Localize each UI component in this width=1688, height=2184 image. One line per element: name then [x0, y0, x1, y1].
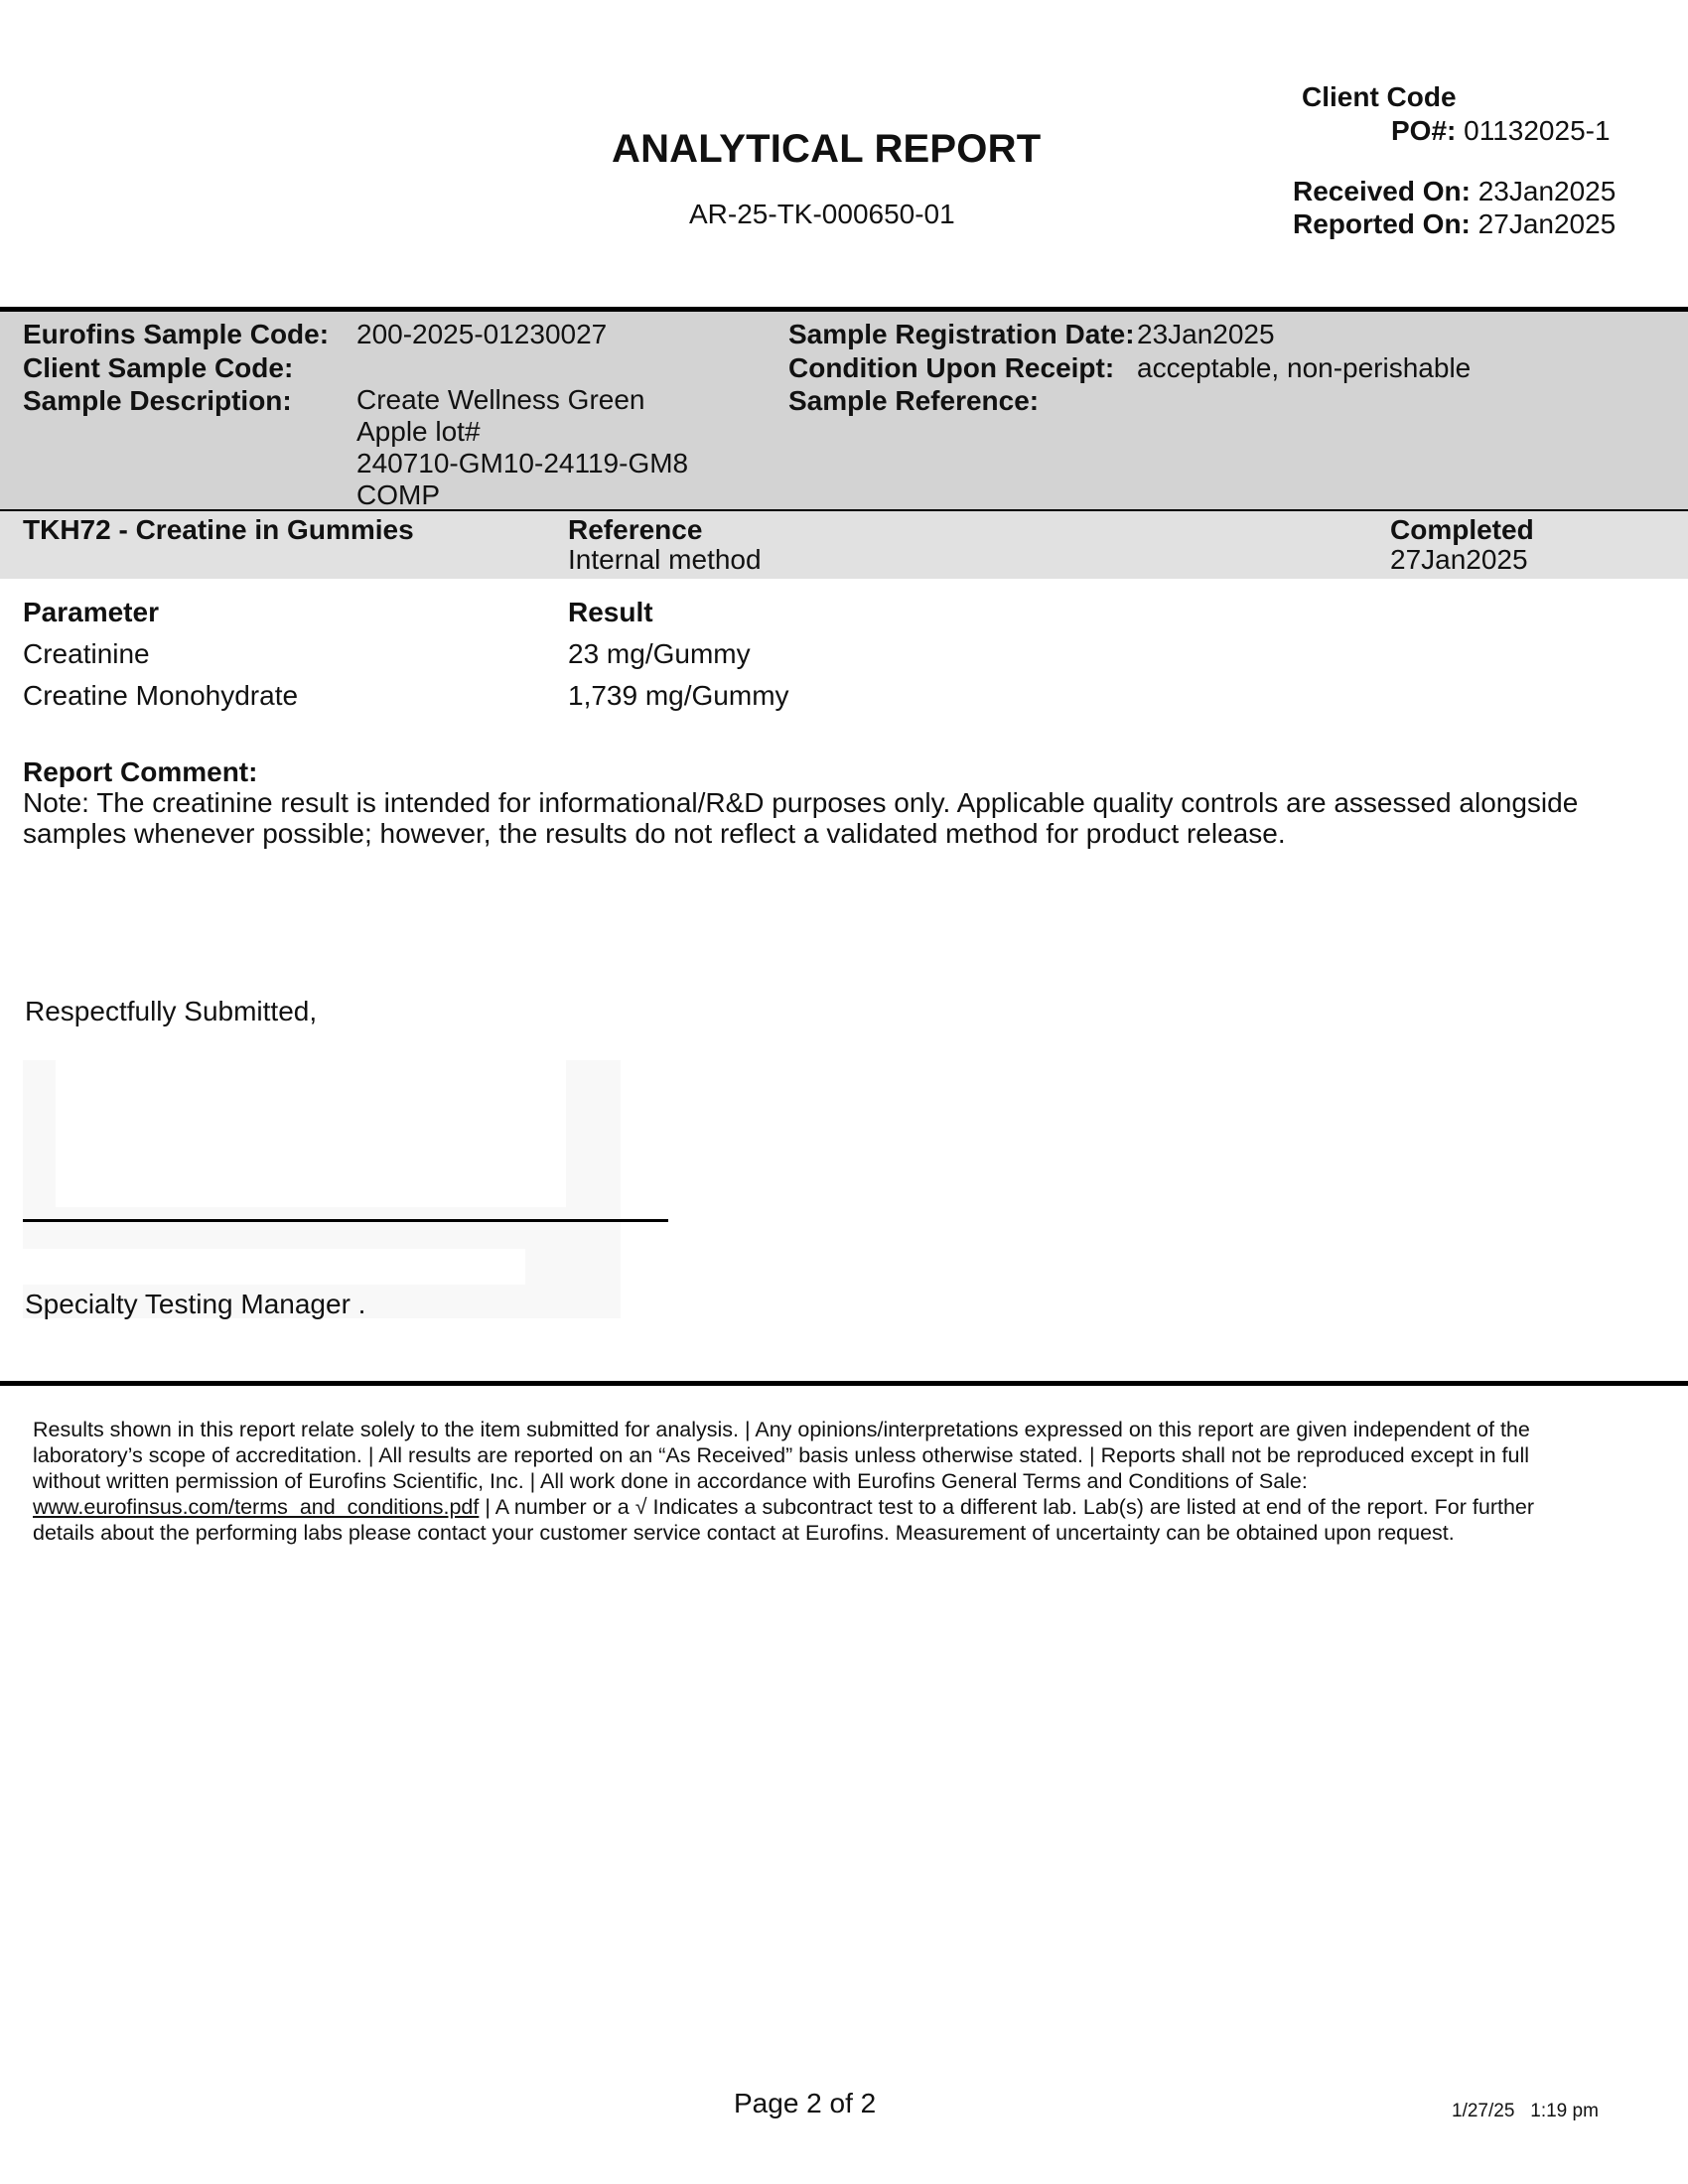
received-value: 23Jan2025	[1477, 176, 1617, 206]
print-time: 1:19 pm	[1530, 2101, 1599, 2121]
completed-label: Completed	[1390, 514, 1534, 545]
result-row-parameter: Creatinine	[23, 638, 150, 669]
eurofins-sample-code-label: Eurofins Sample Code:	[23, 319, 330, 349]
print-timestamp	[1452, 2101, 1599, 2122]
registration-date-label: Sample Registration Date:	[788, 319, 1135, 349]
report-comment	[23, 756, 1651, 849]
disclaimer-text: Results shown in this report relate solely to the item submitted for analysis. | Any opinions/interpretations expressed on this report are given independent of the laboratory’s scope of accreditation. | All results are reported on an “As Received” basis unless otherwise stated. | Reports shall not be reproduced except in full without written permission of Eurofins Scientific, Inc. | All work done in accordance with Eurofins General Terms and Conditions of Sale:	[33, 1418, 1530, 1493]
reported-label: Reported On:	[1293, 208, 1471, 239]
description-line: 240710-GM10-24119-GM8	[356, 448, 689, 478]
result-header: Result	[568, 597, 653, 627]
po-number	[1391, 115, 1611, 147]
condition-label: Condition Upon Receipt:	[788, 352, 1115, 383]
signature-line	[23, 1219, 668, 1222]
report-number: AR-25-TK-000650-01	[689, 199, 955, 229]
test-name: TKH72 - Creatine in Gummies	[23, 514, 414, 545]
redacted-name	[23, 1249, 525, 1285]
reference-label: Reference	[568, 514, 703, 545]
disclaimer	[33, 1417, 1592, 1546]
closing-text: Respectfully Submitted,	[25, 996, 318, 1026]
description-line: COMP	[356, 479, 440, 510]
reported-value: 27Jan2025	[1477, 208, 1617, 239]
disclaimer-text-continued: | A number or a √ Indicates a subcontract test to a different lab. Lab(s) are listed at end of the report. For further details about the performing labs please contact your customer service contact at Eurofins. Measurement of uncertainty can be obtained upon request.	[33, 1495, 1535, 1545]
print-date: 1/27/25	[1452, 2101, 1515, 2121]
received-label: Received On:	[1293, 176, 1471, 206]
registration-date-value: 23Jan2025	[1137, 319, 1275, 349]
description-line: Create Wellness Green	[356, 384, 645, 415]
result-row-value: 23 mg/Gummy	[568, 638, 751, 669]
client-sample-code-label: Client Sample Code:	[23, 352, 294, 383]
reference-value: Internal method	[568, 544, 762, 575]
eurofins-sample-code-value: 200-2025-01230027	[356, 319, 608, 349]
description-line: Apple lot#	[356, 416, 481, 447]
po-label: PO#:	[1391, 115, 1457, 146]
report-comment-label: Report Comment:	[23, 756, 258, 787]
sample-description-label: Sample Description:	[23, 385, 292, 416]
completed-value: 27Jan2025	[1390, 544, 1528, 575]
page-number: Page 2 of 2	[734, 2088, 877, 2118]
reported-on	[1293, 208, 1616, 240]
terms-link[interactable]: www.eurofinsus.com/terms_and_conditions.pdf	[33, 1495, 480, 1519]
received-on	[1293, 176, 1616, 207]
sample-description-value	[356, 384, 688, 511]
report-comment-text: Note: The creatinine result is intended for informational/R&D purposes only. Applicable quality controls are assessed alongside samples whenever possible; however, the results do not reflect a validated method for product release.	[23, 787, 1579, 849]
result-row-parameter: Creatine Monohydrate	[23, 680, 299, 711]
sample-reference-label: Sample Reference:	[788, 385, 1040, 416]
result-row-value: 1,739 mg/Gummy	[568, 680, 789, 711]
condition-value: acceptable, non-perishable	[1137, 352, 1472, 383]
po-value: 01132025-1	[1464, 115, 1611, 146]
divider-footer	[0, 1381, 1688, 1386]
client-code-label: Client Code	[1302, 81, 1457, 112]
redacted-signature	[56, 1060, 566, 1207]
report-title: ANALYTICAL REPORT	[612, 127, 1042, 171]
parameter-header: Parameter	[23, 597, 159, 627]
signatory-title: Specialty Testing Manager .	[25, 1289, 366, 1319]
